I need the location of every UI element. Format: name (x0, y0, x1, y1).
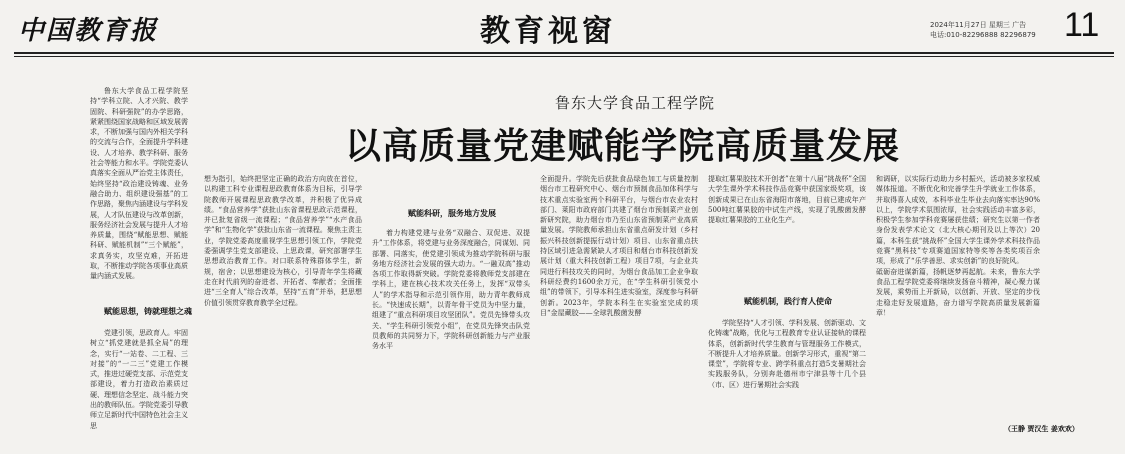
masthead-rule (14, 52, 1114, 54)
author-credit: （王静 贾汉生 姜欢欢） (1004, 425, 1079, 433)
column-3-body: 着力构建党建与业务“双融合、双促进、双提升”工作体系，将党建与业务深度融合，同谋划、同部署、同落实，使党建引领成为推动学院科研与服务地方经济社会发展的强大动力。“一融双高”推动各项工作取得新突破。学院党委将教师党支部建在学科上，建在核心技术攻关任务上，发挥“双带头人”的学术指导和示范引领作用，助力青年教师成长。“快速成长期”，以青年骨干党员为中坚力量，组建了“重点科研项目攻坚团队”。党员先锋带头攻关、“学生科研引领党小组”，在党员先锋突击队党员教师的共同努力下，学院科研创新能力与产业服务水平 (372, 229, 530, 351)
masthead-rule-thin (14, 56, 1114, 57)
issue-meta (930, 20, 1036, 40)
column-5-body-b: 学院坚持“人才引领、学科发展、创新驱动、文化铸魂”战略，优化与工程教育专业认证接轨的课程体系，创新新时代学生教育与管理服务工作模式，不断提升人才培养质量。创新学习形式，重视“第二课堂”，学院将专业、跨学科重点打造5支暑期社会实践服务队，分别奔赴德州市宁津县等十几个县（市、区）进行暑期社会实践 (708, 319, 866, 389)
column-4-body: 全面提升。学院先后获批食品绿色加工与质量控制烟台市工程研究中心、烟台市预制食品加体科学与技术重点实验室两个科研平台，与烟台市农业农村部门、莱阳市政府部门共建了烟台市预制菜产业创新研究院，助力烟台市乃至山东省预制菜产业高质量发展。学院教师承担山东省重点研发计划（乡村振兴科技创新提振行动计划）项目、山东省重点扶持区域引进急需紧缺人才项目和烟台市科技创新发展计划（重大科技创新工程）项目7项，与企业共同进行科技攻关的同时，为烟台食品加工企业争取科研经费约1600余万元，在“学生科研引领党小组”的带领下，引导本科生进实验室，深度参与科研创新。2023年，学院本科生在实验室完成的项目“金屋藏胶——全球乳酸菌发酵 (540, 175, 698, 317)
subhead-mechanism: 赋能机制，践行育人使命 (744, 297, 832, 306)
section-title: 教育视窗 (480, 14, 616, 49)
column-5-body-a: 提取红薯果胶技术开创者”在第十八届“挑战杯”全国大学生课外学术科技作品竞赛中获国家级奖项，该创新成果已在山东省海阳市落地，目前已建成年产500吨红薯果胶的中试生产线，实现了乳酸菌发酵提取红薯果胶的工业化生产。 (708, 175, 866, 225)
subhead-research: 赋能科研，服务地方发展 (408, 209, 496, 218)
page-number: 11 (1064, 6, 1100, 44)
masthead (0, 0, 1125, 56)
article-intro: 鲁东大学食品工程学院坚持“学科立院、人才兴院、教学固院、科研强院”的办学思路，紧紧围绕国家战略和区域发展需求，不断加强与国内外相关学科的交流与合作，全面提升学科建设、人才培养、教学科研、服务社会等能力和水平。学院党委认真落实全面从严治党主体责任，始终坚持“政治建设铸魂、业务融合助力、组织建设强基”的工作思路，聚焦内涵建设与学科发展，人才队伍建设与改革创新，服务经济社会发展与提升人才培养质量，围绕“赋能思想、赋能科研、赋能机制”“三个赋能”，求真务实，攻坚克难，开拓进取，不断推动学院各项事业高质量内涵式发展。 (90, 87, 188, 281)
article-kicker: 鲁东大学食品工程学院 (555, 94, 716, 112)
column-1-body: 党建引领，思政育人。牢固树立“抓党建就是抓全局”的理念，实行“一站卷、二工程、三对接”的“一二三”党建工作模式，推进过硬党支部、示范党支部建设，着力打造政治素质过硬、理想信念坚定、战斗能力突出的教师队伍。学院党委引导教师立足新时代中国特色社会主义思 (90, 329, 188, 430)
newspaper-logo: 中国教育报 (18, 16, 159, 46)
date-line: 2024年11月27日 星期三 广告 (930, 21, 1027, 29)
column-2-body: 想为指引，始终把坚定正确的政治方向放在首位，以构建工科专业课程思政教育体系为目标，引导学院教师开展课程思政教学改革，并积极了优异成绩。“食品营养学”获批山东省课程思政示范课程，并已批复省级一流课程；“食品营养学”“水产食品学”和“生物化学”获批山东省一流课程。聚焦主责主业，学院党委高度重视学生思想引领工作，学院党委强调学生党支部建设、上思政课，研究部署学生思想政治教育工作。对口联系特殊群体学生，新规，宿舍；以思想建设为核心，引导青年学生将藏走在时代前列的奋进者、开拓者、奉献者；全面推进“三全育人”综合改革，坚持“五育”并举，把思想价值引领贯穿教育教学全过程。 (204, 175, 362, 307)
phone-line: 电话:010-82296888 82296879 (930, 31, 1036, 39)
subhead-thought: 赋能思想，铸就理想之魂 (104, 307, 192, 316)
article-headline: 以高质量党建赋能学院高质量发展 (345, 125, 901, 167)
column-6-body: 和调研，以实际行动助力乡村振兴，活动被多家权威媒体报道。不断优化和完善学生升学就业工作体系，并取得喜人成效，本科毕业生毕业去向落实率达90%以上，学院学术氛围浓厚，社会实践活动丰富多彩，积极学生参加学科竞赛屡获佳绩；研究生以第一作者身份发表学术论文（北大核心期刊及以上等次）20篇，本科生获“挑战杯”全国大学生课外学术科技作品竞赛“黑科技”专项赛道国家特等奖等各类奖项百余项，形成了“乐学善思、求实创新”的良好院风。 砥砺奋进谋新篇，扬帆逐梦再起航。未来，鲁东大学食品工程学院党委将继续发扬奋斗精神，凝心聚力谋发展，乘势而上开新局，以创新、开放、坚定的步伐走稳走好发展道路，奋力谱写学院高质量发展新篇章！ (876, 175, 1040, 317)
